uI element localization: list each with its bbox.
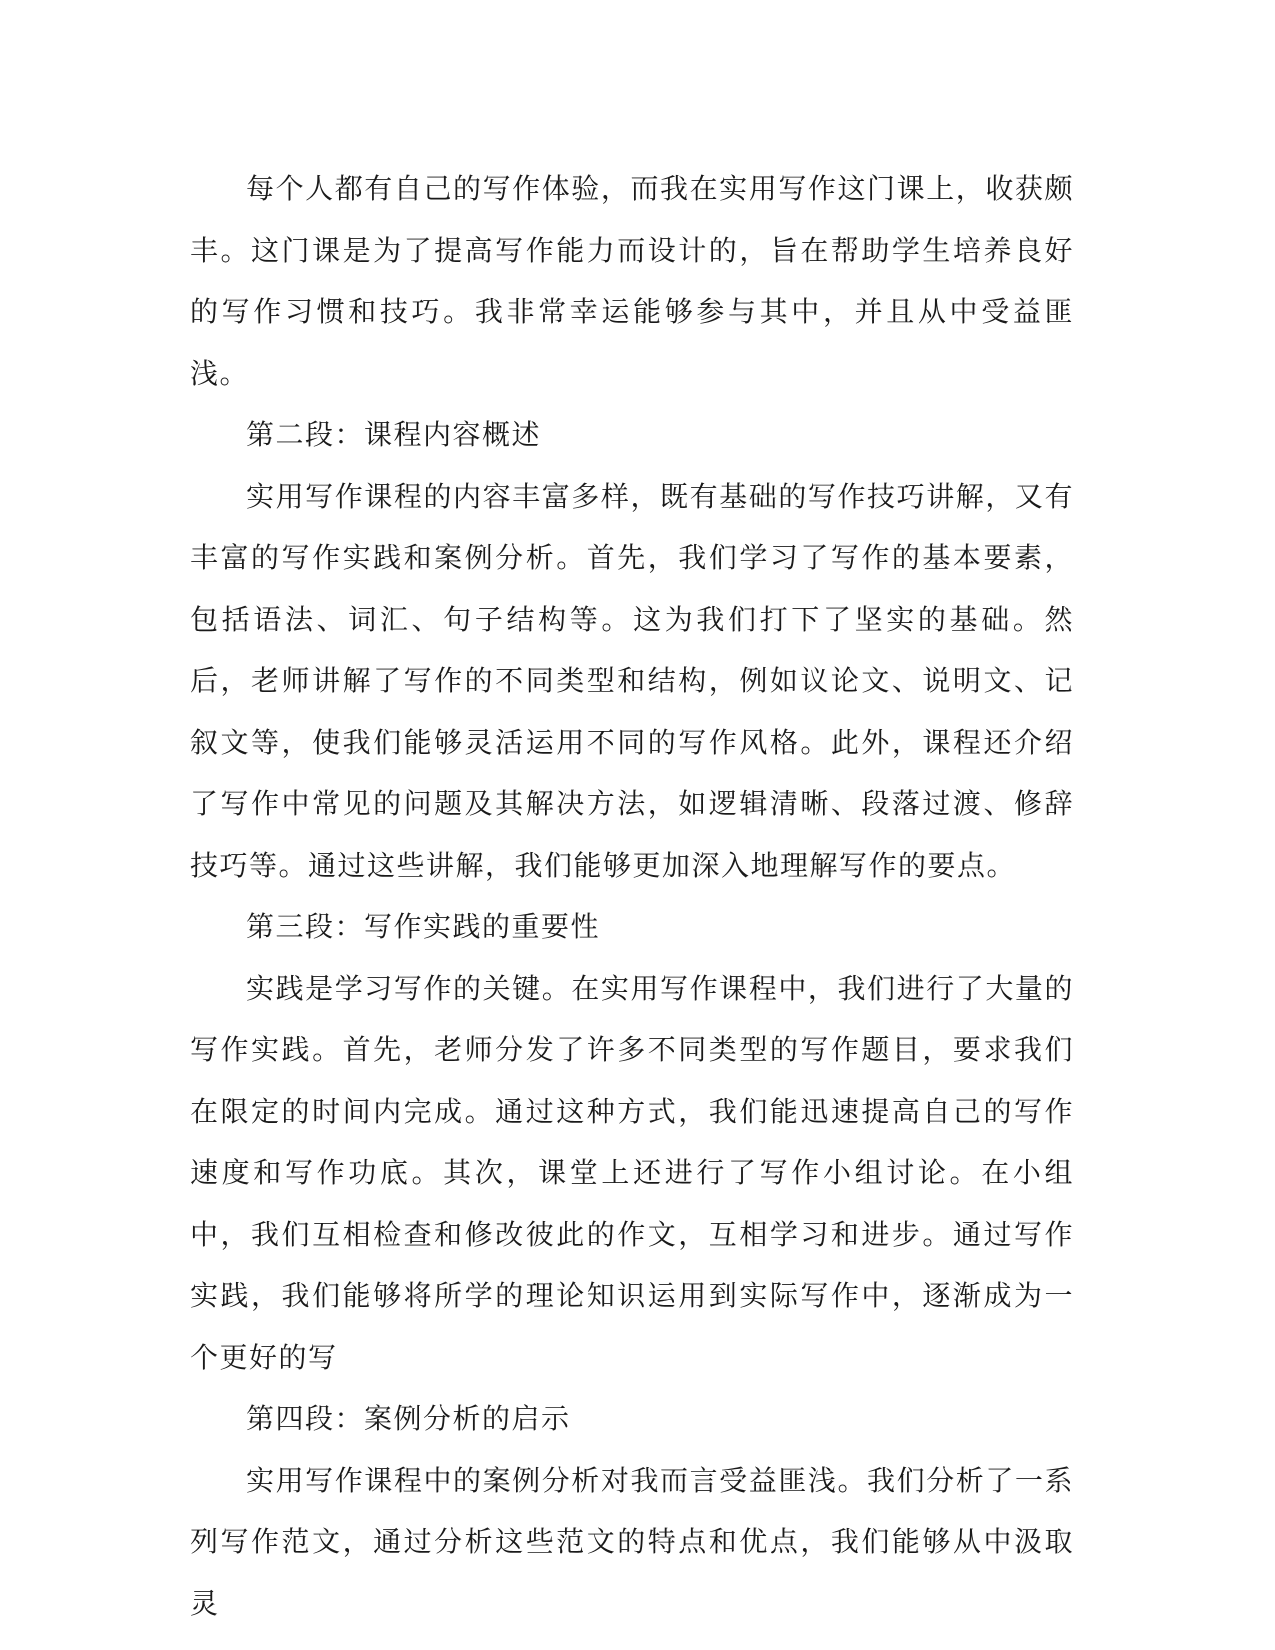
section-heading-4: 第四段：案例分析的启示: [246, 1402, 571, 1435]
section-heading-2: 第二段：课程内容概述: [246, 418, 542, 451]
section-heading-3: 第三段：写作实践的重要性: [246, 910, 601, 943]
section-paragraph-3: 实践是学习写作的关键。在实用写作课程中，我们进行了大量的写作实践。首先，老师分发了许多不同类型的写作题目，要求我们在限定的时间内完成。通过这种方式，我们能迅速提高自己的写作速度和写作功底。其次，课堂上还进行了写作小组讨论。在小组中，我们互相检查和修改彼此的作文，互相学习和进步。通过写作实践，我们能够将所学的理论知识运用到实际写作中，逐渐成为一个更好的写: [190, 971, 1074, 1374]
intro-paragraph: 每个人都有自己的写作体验，而我在实用写作这门课上，收获颇丰。这门课是为了提高写作能力而设计的，旨在帮助学生培养良好的写作习惯和技巧。我非常幸运能够参与其中，并且从中受益匪浅。: [190, 172, 1074, 390]
document-body: [190, 158, 1074, 1634]
section-paragraph-4: 实用写作课程中的案例分析对我而言受益匪浅。我们分析了一系列写作范文，通过分析这些范文的特点和优点，我们能够从中汲取灵: [190, 1463, 1074, 1620]
section-paragraph-2: 实用写作课程的内容丰富多样，既有基础的写作技巧讲解，又有丰富的写作实践和案例分析。首先，我们学习了写作的基本要素，包括语法、词汇、句子结构等。这为我们打下了坚实的基础。然后，老师讲解了写作的不同类型和结构，例如议论文、说明文、记叙文等，使我们能够灵活运用不同的写作风格。此外，课程还介绍了写作中常见的问题及其解决方法，如逻辑清晰、段落过渡、修辞技巧等。通过这些讲解，我们能够更加深入地理解写作的要点。: [190, 479, 1074, 882]
